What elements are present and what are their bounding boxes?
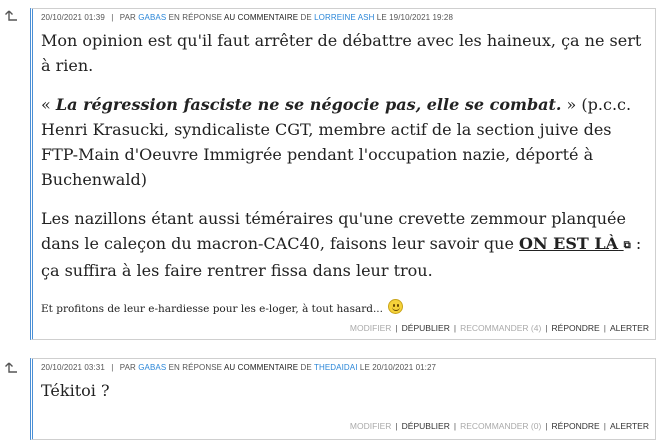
alert-button[interactable]: ALERTER (609, 323, 649, 333)
modify-button[interactable]: MODIFIER (349, 421, 392, 431)
quote-text: La régression fasciste ne se négocie pas, elle se combat. (55, 95, 562, 114)
reply-date: 20/10/2021 01:27 (372, 363, 437, 372)
external-link-icon: ⧉ (623, 240, 631, 251)
paragraph-text: Les nazillons étant aussi téméraires qu'une crevette zemmour planquée dans le caleçon du macron-CAC40, faisons leur savoir que (41, 209, 626, 253)
smiley-icon (388, 299, 403, 314)
reply-to-link[interactable]: AU COMMENTAIRE (223, 363, 299, 372)
comment-meta: 20/10/2021 03:31 | PAR GABAS EN RÉPONSE AU COMMENTAIRE DE THEDAIDAI LE 20/10/2021 01:27 (41, 363, 437, 372)
reply-author-link[interactable]: LORREINE ASH (314, 13, 375, 22)
comment-paragraph: Mon opinion est qu'il faut arrêter de débattre avec les haineux, ça ne sert à rien. (41, 31, 642, 75)
reply-in-label: EN RÉPONSE (168, 13, 223, 22)
comment-paragraph (41, 92, 643, 192)
author-link[interactable]: GABAS (138, 363, 167, 372)
author-link[interactable]: GABAS (138, 13, 167, 22)
comment-date: 20/10/2021 03:31 (41, 363, 105, 372)
de-label: DE (300, 363, 312, 372)
comment-2 (30, 358, 656, 440)
reply-date: 19/10/2021 19:28 (389, 13, 454, 22)
reply-button[interactable]: RÉPONDRE (551, 323, 600, 333)
reply-arrow-icon[interactable] (4, 360, 22, 376)
alert-button[interactable]: ALERTER (609, 421, 649, 431)
comment-body (33, 28, 655, 316)
comment-1 (30, 8, 656, 340)
paragraph-text: Et profitons de leur e-hardiesse pour les e-loger, à tout hasard... (41, 303, 383, 315)
comment-paragraph (41, 206, 643, 283)
de-label: DE (300, 13, 312, 22)
comment-paragraph (41, 299, 643, 316)
paragraph-text: : ça suffira à les faire rentrer fissa dans leur trou. (41, 234, 642, 280)
by-label: PAR (119, 13, 136, 22)
le-label: LE (376, 13, 387, 22)
comment-paragraph: Tékitoi ? (41, 381, 110, 400)
unpublish-button[interactable]: DÉPUBLIER (401, 421, 450, 431)
reply-button[interactable]: RÉPONDRE (551, 421, 600, 431)
reply-arrow-icon[interactable] (4, 8, 22, 24)
by-label: PAR (119, 363, 136, 372)
comment-actions: MODIFIER | DÉPUBLIER | RECOMMANDER (4) | RÉPONDRE | ALERTER (349, 323, 649, 333)
comment-actions: MODIFIER | DÉPUBLIER | RECOMMANDER (0) | RÉPONDRE | ALERTER (349, 421, 649, 431)
unpublish-button[interactable]: DÉPUBLIER (401, 323, 450, 333)
comment-date: 20/10/2021 01:39 (41, 13, 105, 22)
comment-meta: 20/10/2021 01:39 | PAR GABAS EN RÉPONSE AU COMMENTAIRE DE LORREINE ASH LE 19/10/2021 19:28 (41, 13, 454, 22)
quote-open: « (41, 95, 56, 114)
reply-author-link[interactable]: THEDAIDAI (313, 363, 358, 372)
link-text: ON EST LÀ (519, 234, 619, 253)
quote-attribution: » (p.c.c. Henri Krasucki, syndicaliste CGT, membre actif de la section juive des FTP-Main d'Oeuvre Immigrée pendant l'occupation nazie, déporté à Buchenwald) (41, 95, 632, 189)
reply-in-label: EN RÉPONSE (168, 363, 223, 372)
on-est-la-link[interactable] (519, 234, 631, 253)
recommend-button[interactable]: RECOMMANDER (0) (460, 421, 542, 431)
reply-to-link[interactable]: AU COMMENTAIRE (223, 13, 299, 22)
comment-body (33, 378, 655, 403)
modify-button[interactable]: MODIFIER (349, 323, 392, 333)
recommend-button[interactable]: RECOMMANDER (4) (460, 323, 542, 333)
le-label: LE (359, 363, 370, 372)
